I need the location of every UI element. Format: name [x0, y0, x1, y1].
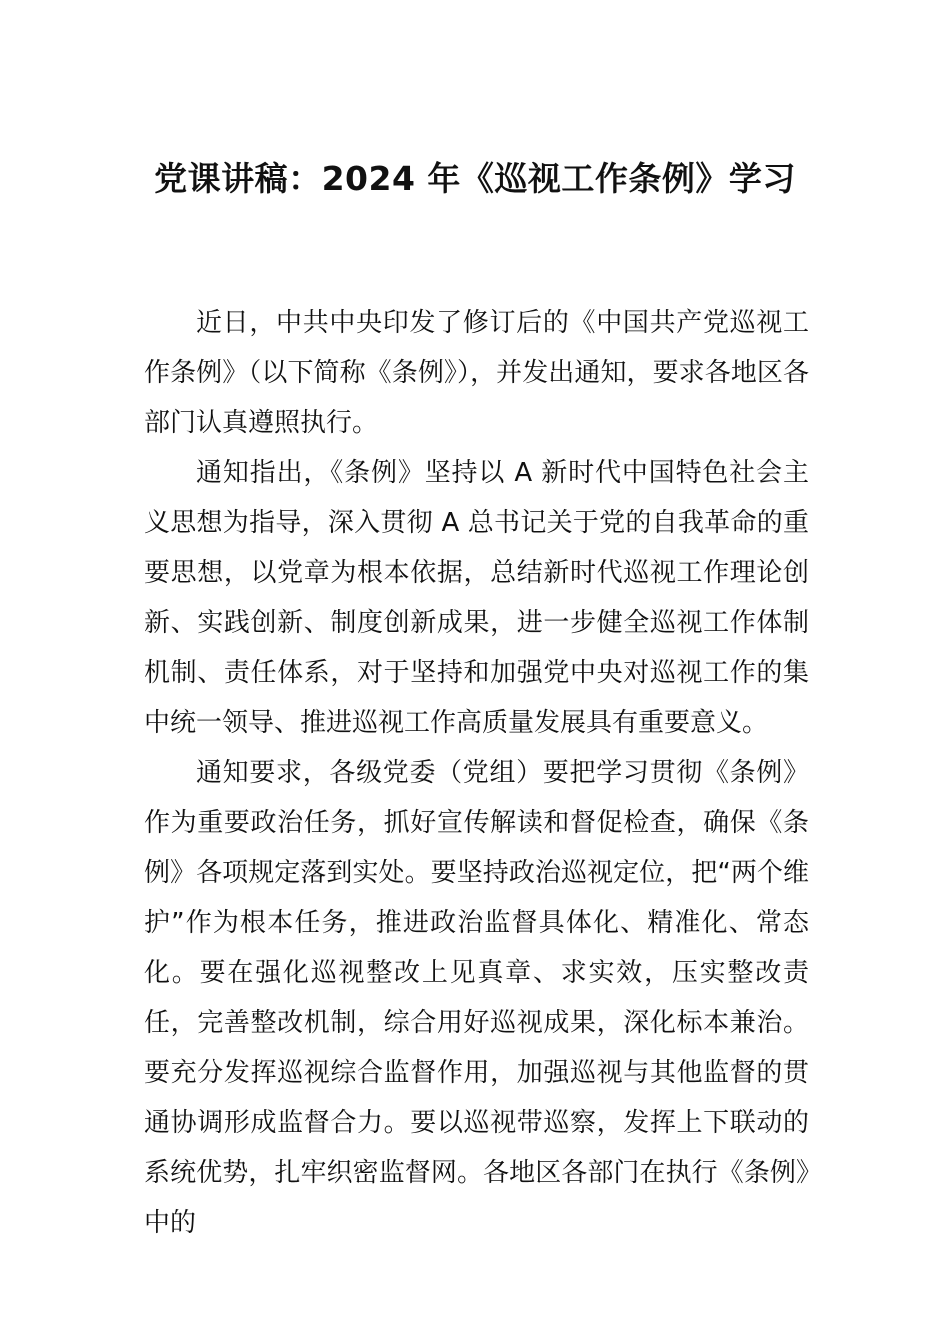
- document-body: [144, 298, 809, 1248]
- paragraph-1: 近日，中共中央印发了修订后的《中国共产党巡视工作条例》（以下简称《条例》），并发出通知，要求各地区各部门认真遵照执行。: [144, 308, 809, 438]
- paragraph-3: 通知要求，各级党委（党组）要把学习贯彻《条例》作为重要政治任务，抓好宣传解读和督促检查，确保《条例》各项规定落到实处。要坚持政治巡视定位，把“两个维护”作为根本任务，推进政治监督具体化、精准化、常态化。要在强化巡视整改上见真章、求实效，压实整改责任，完善整改机制，综合用好巡视成果，深化标本兼治。要充分发挥巡视综合监督作用，加强巡视与其他监督的贯通协调形成监督合力。要以巡视带巡察，发挥上下联动的系统优势，扎牢织密监督网。各地区各部门在执行《条例》中的: [144, 758, 809, 1238]
- paragraph-2: 通知指出，《条例》坚持以 A 新时代中国特色社会主义思想为指导，深入贯彻 A 总书记关于党的自我革命的重要思想，以党章为根本依据，总结新时代巡视工作理论创新、实践创新、制度创新成果，进一步健全巡视工作体制机制、责任体系，对于坚持和加强党中央对巡视工作的集中统一领导、推进巡视工作高质量发展具有重要意义。: [144, 458, 809, 738]
- document-title: 党课讲稿：2024 年《巡视工作条例》学习: [154, 159, 796, 198]
